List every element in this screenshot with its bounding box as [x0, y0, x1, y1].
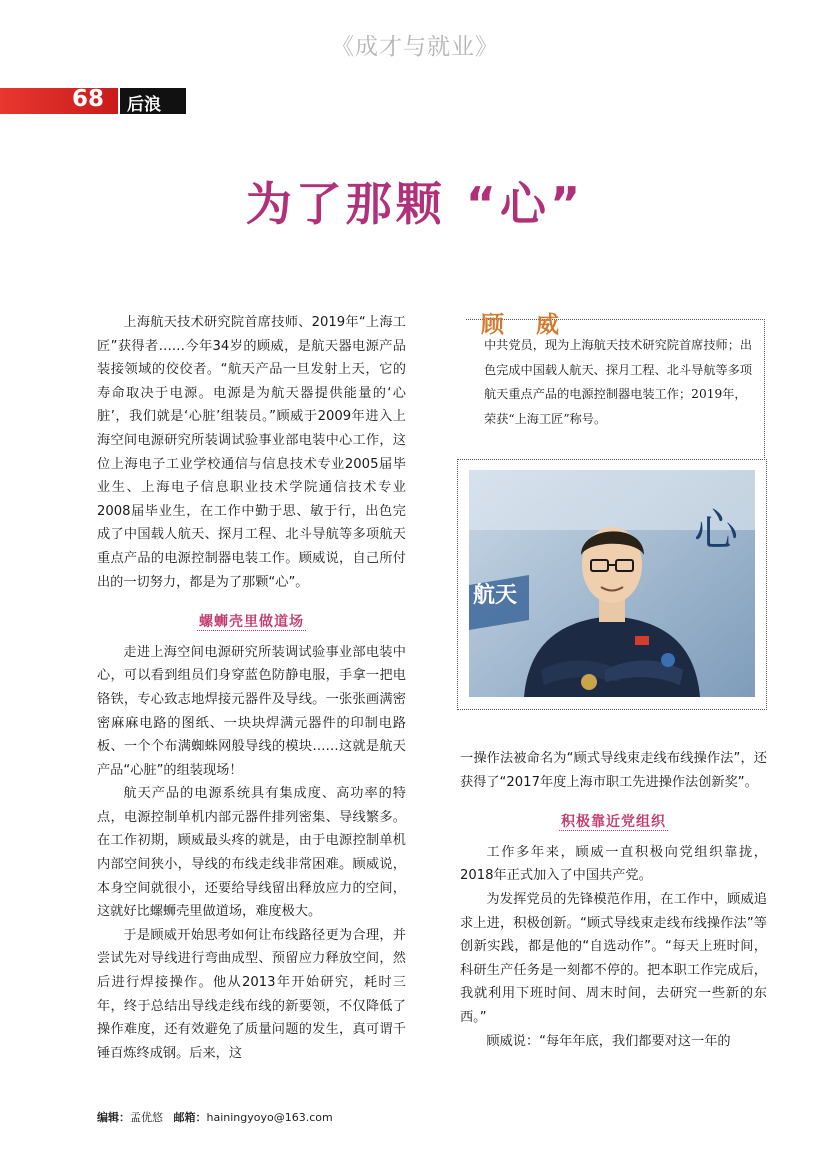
banner-char: 心: [694, 505, 738, 556]
paragraph: 顾威说：“每年年底，我们都要对这一年的: [486, 1033, 731, 1049]
banner-word: 航天: [473, 583, 518, 608]
article-headline: 为了那颗 “心”: [245, 177, 585, 231]
paragraph: 航天产品的电源系统具有集成度、高功率的特点，电源控制单机内部元器件排列密集、导线繁多。在工作初期，顾威最头疼的就是，由于电源控制单机内部空间狭小，导线的布线走线非常困难。顾威说，本身空间就很小，还要给导线留出释放应力的空间，这就好比螺蛳壳里做道场，难度极大。: [97, 786, 406, 920]
paragraph: 于是顾威开始思考如何让布线路径更为合理，并尝试先对导线进行弯曲成型、预留应力释放空间，然后进行焊接操作。他从2013年开始研究，耗时三年，终于总结出导线走线布线的新要领，不仅降低了操作难度，还有效避免了质量问题的发生，真可谓千锤百炼终成钢。后来，这: [97, 927, 406, 1061]
editor-name: 孟优悠: [130, 1111, 163, 1124]
magazine-title: 《成才与就业》: [331, 34, 499, 60]
paragraph: 上海航天技术研究院首席技师、2019年“上海工匠”获得者……今年34岁的顾威，是航天器电源产品装接领域的佼佼者。“航天产品一旦发射上天，它的寿命取决于电源。电源是为航天器提供能量的‘心脏’，我们就是‘心脏’组装员。”顾威于2009年进入上海空间电源研究所装调试验事业部电装中心工作，这位上海电子工业学校通信与信息技术专业2005届毕业生、上海电子信息职业技术学院通信技术专业2008届毕业生，在工作中勤于思、敏于行，出色完成了中国载人航天、探月工程、北斗导航等多项航天重点产品的电源控制器电装工作。顾威说，自己所付出的一切努力，都是为了那颗“心”。: [97, 315, 406, 590]
bio-text: 中共党员，现为上海航天技术研究院首席技师；出色完成中国载人航天、探月工程、北斗导航等多项航天重点产品的电源控制器电装工作；2019年，荣获“上海工匠”称号。: [484, 338, 753, 426]
paragraph: 为发挥党员的先锋模范作用，在工作中，顾威追求上进，积极创新。“顾式导线束走线布线操作法”等创新实践，都是他的“自选动作”。“每天上班时间，科研生产任务是一刻都不停的。把本职工作完成后，我就利用下班时间、周末时间，去研究一些新的东西。”: [460, 891, 767, 1025]
paragraph: 一操作法被命名为“顾式导线束走线布线操作法”，还获得了“2017年度上海市职工先进操作法创新奖”。: [460, 751, 767, 790]
subheading-text: 螺蛳壳里做道场: [199, 614, 304, 631]
right-column: [460, 747, 767, 1053]
subheading: [97, 611, 406, 635]
subheading: [460, 811, 767, 835]
email-address: hainingyoyo@163.com: [206, 1111, 333, 1124]
footer: [97, 1109, 333, 1125]
subheading-text: 积极靠近党组织: [561, 814, 666, 831]
left-column: [97, 311, 406, 1065]
bio-name: 顾 威: [481, 312, 572, 338]
page-number: 68: [72, 86, 105, 112]
paragraph: 走进上海空间电源研究所装调试验事业部电装中心，可以看到组员们身穿蓝色防静电服，手拿一把电铬铁，专心致志地焊接元器件及导线。一张张画满密密麻麻电路的图纸、一块块焊满元器件的印制电路板、一个个布满蜘蛛网般导线的模块……这就是航天产品“心脏”的组装现场！: [97, 644, 406, 778]
portrait-photo: [469, 470, 755, 697]
portrait-illustration: [469, 470, 755, 697]
editor-label: 编辑：: [97, 1111, 130, 1124]
email-label: 邮箱：: [173, 1111, 207, 1124]
section-name: 后浪: [127, 95, 161, 115]
paragraph: 工作多年来，顾威一直积极向党组织靠拢，2018年正式加入了中国共产党。: [460, 844, 767, 884]
